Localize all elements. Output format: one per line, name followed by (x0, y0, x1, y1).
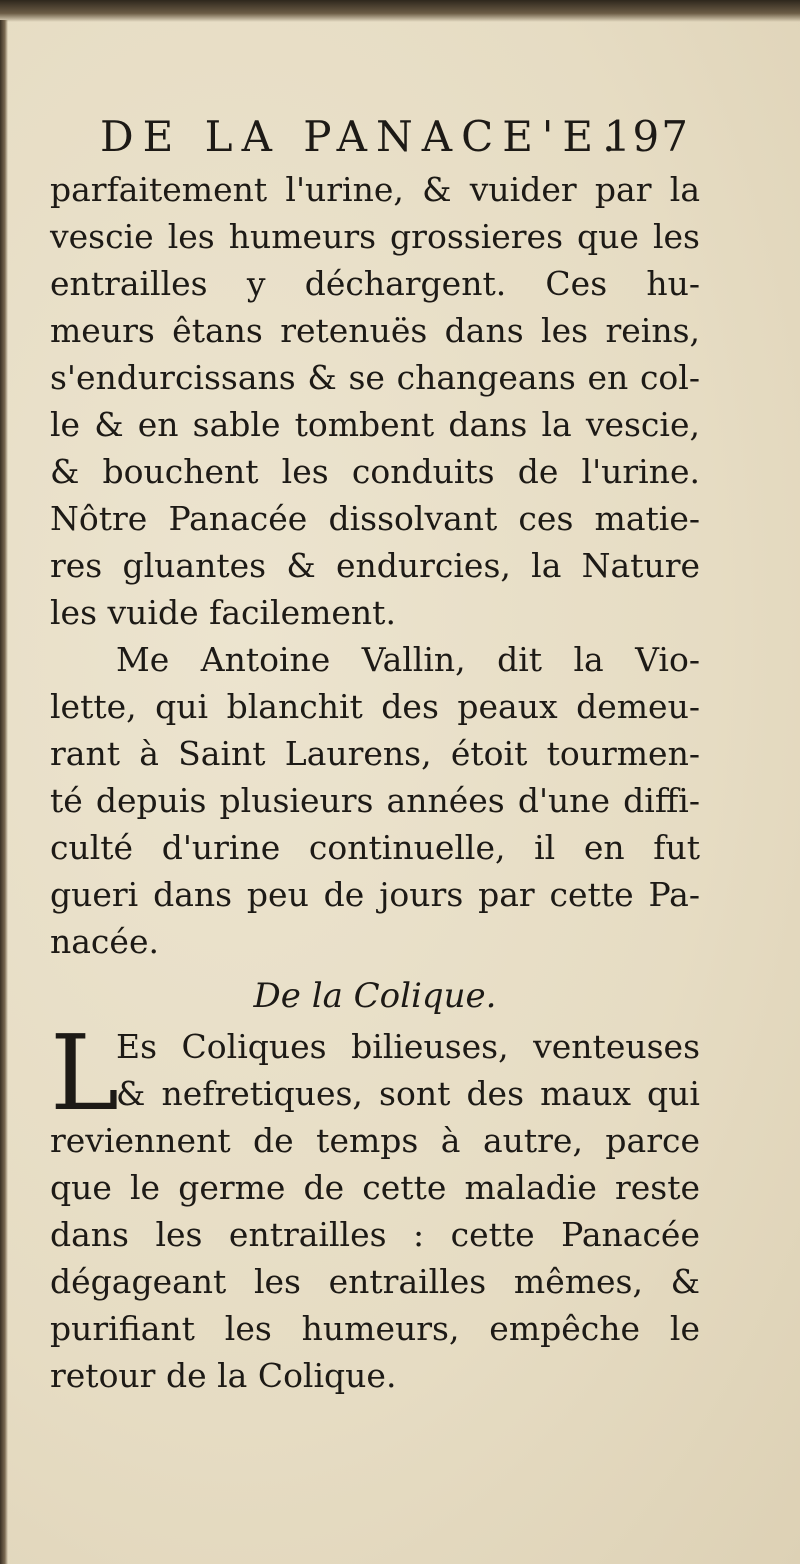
body-text (50, 166, 700, 1399)
paragraph-2 (50, 636, 700, 965)
text-line: entrailles y déchargent. Ces hu- (50, 264, 700, 303)
paragraph-1 (50, 166, 700, 636)
text-line: Me Antoine Vallin, dit la Vio- (116, 640, 700, 679)
text-line: que le germe de cette maladie reste (50, 1168, 700, 1207)
text-line: lette, qui blanchit des peaux demeu- (50, 687, 700, 726)
drop-cap: L (50, 1012, 120, 1134)
text-line: parfaitement l'urine, & vuider par la (50, 170, 700, 209)
page-number: 197 (603, 112, 690, 161)
running-title: DE LA PANACE'E. (100, 112, 625, 161)
text-line: purifiant les humeurs, empêche le (50, 1309, 700, 1348)
paragraph-3 (50, 1012, 700, 1399)
running-header (100, 112, 690, 168)
text-line: retour de la Colique. (50, 1356, 397, 1395)
text-line: vescie les humeurs grossieres que les (50, 217, 700, 256)
text-line: dans les entrailles : cette Panacée (50, 1215, 700, 1254)
text-line: s'endurcissans & se changeans en col- (50, 358, 700, 397)
page-top-edge (0, 0, 800, 22)
text-line: culté d'urine continuelle, il en fut (50, 828, 700, 867)
text-line: gueri dans peu de jours par cette Pa- (50, 875, 700, 914)
text-line: meurs êtans retenuës dans les reins, (50, 311, 700, 350)
page-binding-edge (0, 20, 8, 1564)
text-line: nacée. (50, 922, 159, 961)
text-line: & nefretiques, sont des maux qui (116, 1074, 700, 1113)
text-line: reviennent de temps à autre, parce (50, 1121, 700, 1160)
text-line: dégageant les entrailles mêmes, & (50, 1262, 700, 1301)
text-line: & bouchent les conduits de l'urine. (50, 452, 700, 491)
text-line: Nôtre Panacée dissolvant ces matie- (50, 499, 700, 538)
text-line: les vuide facilement. (50, 593, 396, 632)
section-heading: De la Colique. (253, 976, 497, 1016)
text-line: le & en sable tombent dans la vescie, (50, 405, 700, 444)
text-line: res gluantes & endurcies, la Nature (50, 546, 700, 585)
text-line: té depuis plusieurs années d'une diffi- (50, 781, 700, 820)
text-line: rant à Saint Laurens, étoit tourmen- (50, 734, 700, 773)
text-line: Es Coliques bilieuses, venteuses (116, 1027, 700, 1066)
